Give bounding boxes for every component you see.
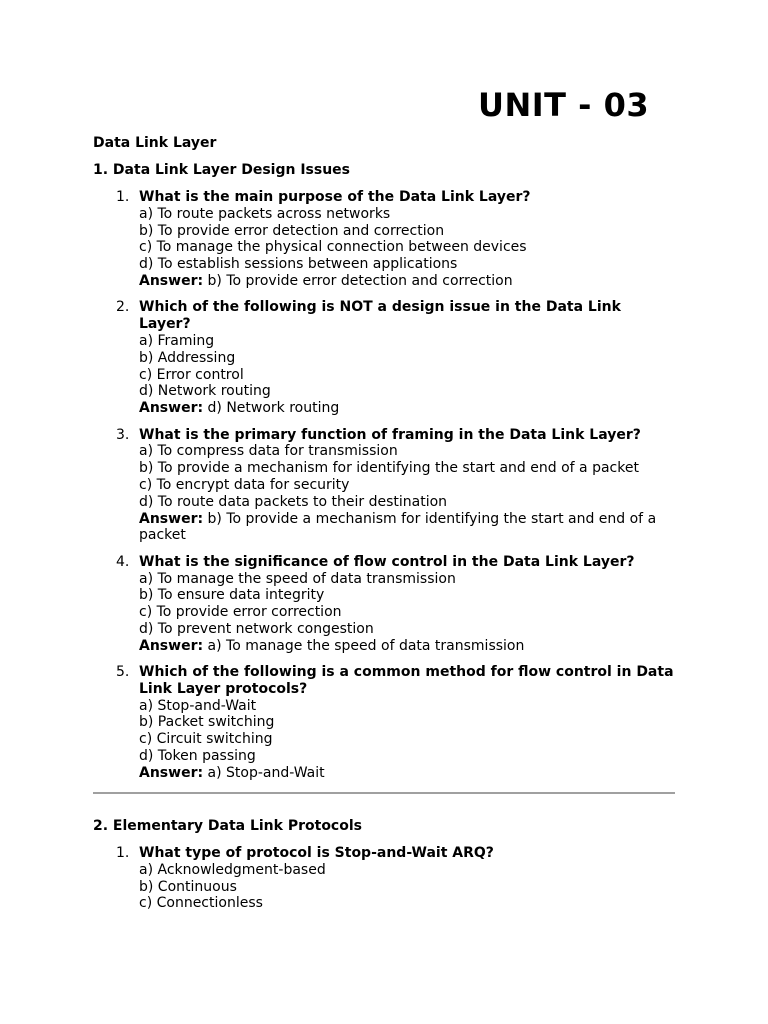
option-b: b) To ensure data integrity [139,587,325,604]
section-1-heading: 1. Data Link Layer Design Issues [93,162,351,178]
question-text: Which of the following is a common method for flow control in Data Link Layer protocols? [139,664,674,697]
option-d: d) To route data packets to their destination [139,493,448,510]
question-text: Which of the following is NOT a design issue in the Data Link Layer? [139,299,621,333]
answer-line [139,638,675,655]
option-d: d) To establish sessions between applications [139,256,458,273]
option-c: c) Connectionless [139,895,263,912]
question-number: 3. [116,426,130,443]
answer-line [139,400,675,417]
section-1-question-list [93,189,675,791]
answer-text: a) To manage the speed of data transmission [203,637,525,654]
option-b: b) Continuous [139,878,237,895]
option-c: c) To manage the physical connection between devices [139,239,527,256]
option-c: c) To provide error correction [139,604,342,621]
answer-text: a) Stop-and-Wait [203,764,325,781]
answer-text: d) Network routing [203,400,340,417]
question-item [93,845,675,912]
question-item [93,664,675,782]
option-b: b) Packet switching [139,714,275,731]
question-item [93,299,675,417]
answer-text: b) To provide a mechanism for identifying the start and end of a packet [139,510,657,544]
answer-line [139,273,675,290]
option-c: c) To encrypt data for security [139,476,350,493]
answer-line [139,765,675,782]
option-d: d) Token passing [139,748,256,765]
question-item [93,427,675,545]
question-number: 5. [116,664,130,681]
option-d: d) To prevent network congestion [139,620,374,637]
section-2-question-list [93,845,675,922]
option-d: d) Network routing [139,383,271,400]
document-title: Data Link Layer [93,135,217,151]
option-c: c) Circuit switching [139,731,273,748]
question-number: 4. [116,553,130,570]
option-b: b) Addressing [139,349,236,366]
answer-line [139,511,675,545]
question-number: 1. [116,189,130,205]
answer-label: Answer: [139,637,204,654]
question-text: What is the main purpose of the Data Link Layer? [139,189,531,205]
option-a: a) To compress data for transmission [139,443,398,460]
option-a: a) Acknowledgment-based [139,861,326,878]
unit-title: UNIT - 03 [478,86,650,124]
answer-label: Answer: [139,400,204,417]
section-divider [93,792,675,794]
option-b: b) To provide a mechanism for identifying the start and end of a packet [139,460,639,477]
question-text: What is the significance of flow control in the Data Link Layer? [139,553,635,570]
option-c: c) Error control [139,366,244,383]
question-item [93,554,675,655]
option-a: a) Framing [139,332,215,349]
question-item [93,189,675,290]
option-a: a) To manage the speed of data transmission [139,570,456,587]
option-a: a) To route packets across networks [139,205,391,222]
answer-label: Answer: [139,272,204,289]
answer-label: Answer: [139,764,204,781]
question-text: What is the primary function of framing in the Data Link Layer? [139,426,641,443]
answer-text: b) To provide error detection and correction [203,272,513,289]
question-number: 1. [116,845,130,861]
answer-label: Answer: [139,510,204,527]
option-b: b) To provide error detection and correction [139,222,445,239]
question-text: What type of protocol is Stop-and-Wait ARQ? [139,845,494,861]
option-a: a) Stop-and-Wait [139,697,257,714]
question-number: 2. [116,299,130,316]
section-2-heading: 2. Elementary Data Link Protocols [93,818,362,834]
